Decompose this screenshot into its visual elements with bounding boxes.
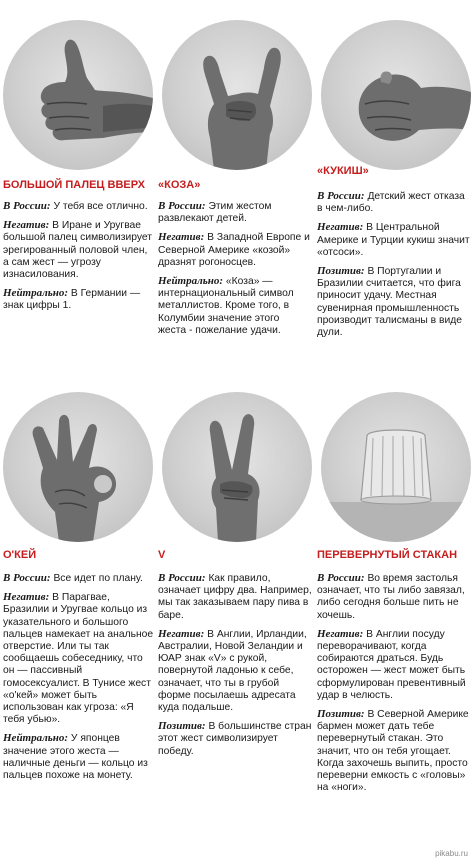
- thumbs-up-icon: [3, 20, 153, 170]
- fig-hand-icon: [321, 20, 471, 170]
- gesture-image-thumbs-up: [3, 20, 153, 170]
- gesture-image-ok: [3, 392, 153, 542]
- victory-hand-icon: [162, 392, 312, 542]
- gesture-description: В России: Во время застолья означает, что ты либо завязал, либо сегодня больше пить не хочешь. Негатив: В Англии посуду переворачивают, когда собираются драться. Будь осторожен — жест может быть сформулирован превентивный удар в челюсть. Позитив: В Северной Америке бармен может дать тебе перевернутый стакан. Это значит, что он тебя угощает. Когда захочешь выпить, просто переверни емкость с «головы» на «ноги».: [317, 572, 469, 794]
- gesture-description: В России: Как правило, означает цифру два. Например, мы так заказываем пару пива в баре. Негатив: В Англии, Ирландии, Австралии, Новой Зеландии и ЮАР знак «V» с рукой, повернутой ладонью к себе, означает, что ты в грубой форме посылаешь адресата куда подальше. Позитив: В большинстве стран этот жест символизирует победу.: [158, 572, 312, 757]
- gesture-image-fig: [321, 20, 471, 170]
- watermark: pikabu.ru: [435, 849, 468, 858]
- gesture-image-inverted-glass: [321, 392, 471, 542]
- gesture-description: В России: Этим жестом развлекают детей. Негатив: В Западной Европе и Северной Америке «козой» дразнят рогоносцев. Нейтрально: «Коза» — интернациональный символ металлистов. Кроме того, в Колумбии значение этого жеста - пожелание удачи.: [158, 200, 310, 336]
- gesture-title: V: [158, 549, 166, 561]
- gesture-description: В России: Детский жест отказа в чем-либо. Негатив: В Центральной Америке и Турции кукиш значит «отсоси». Позитив: В Португалии и Бразилии считается, что фига приносит удачу. Местная сувенирная промышленность производит талисманы в виде дули.: [317, 190, 470, 339]
- gesture-title: «КОЗА»: [158, 179, 201, 191]
- gesture-image-victory: [162, 392, 312, 542]
- inverted-glass-icon: [321, 392, 471, 542]
- gesture-description: В России: Все идет по плану. Негатив: В Парагвае, Бразилии и Уругвае кольцо из указательного и большого пальцев намекает на анальное отверстие. Или ты так сообщаешь собеседнику, что он — пассивный гомосексуалист. В Тунисе жест «о'кей» может быть использован как угроза: «Я тебя убью». Нейтрально: У японцев значение этого жеста — наличные деньги — кольцо из пальцев похоже на монету.: [3, 572, 154, 782]
- gesture-title: О'КЕЙ: [3, 549, 37, 561]
- ok-hand-icon: [3, 392, 153, 542]
- gesture-title: «КУКИШ»: [317, 165, 369, 177]
- horns-hand-icon: [162, 20, 312, 170]
- gesture-title: БОЛЬШОЙ ПАЛЕЦ ВВЕРХ: [3, 179, 145, 191]
- gesture-image-horns: [162, 20, 312, 170]
- gesture-description: В России: У тебя все отлично. Негатив: В Иране и Уругвае большой палец символизирует эрегированный половой член, а сам жест — угрозу изнасилования. Нейтрально: В Германии — знак цифры 1.: [3, 200, 152, 312]
- gesture-title: ПЕРЕВЕРНУТЫЙ СТАКАН: [317, 549, 458, 561]
